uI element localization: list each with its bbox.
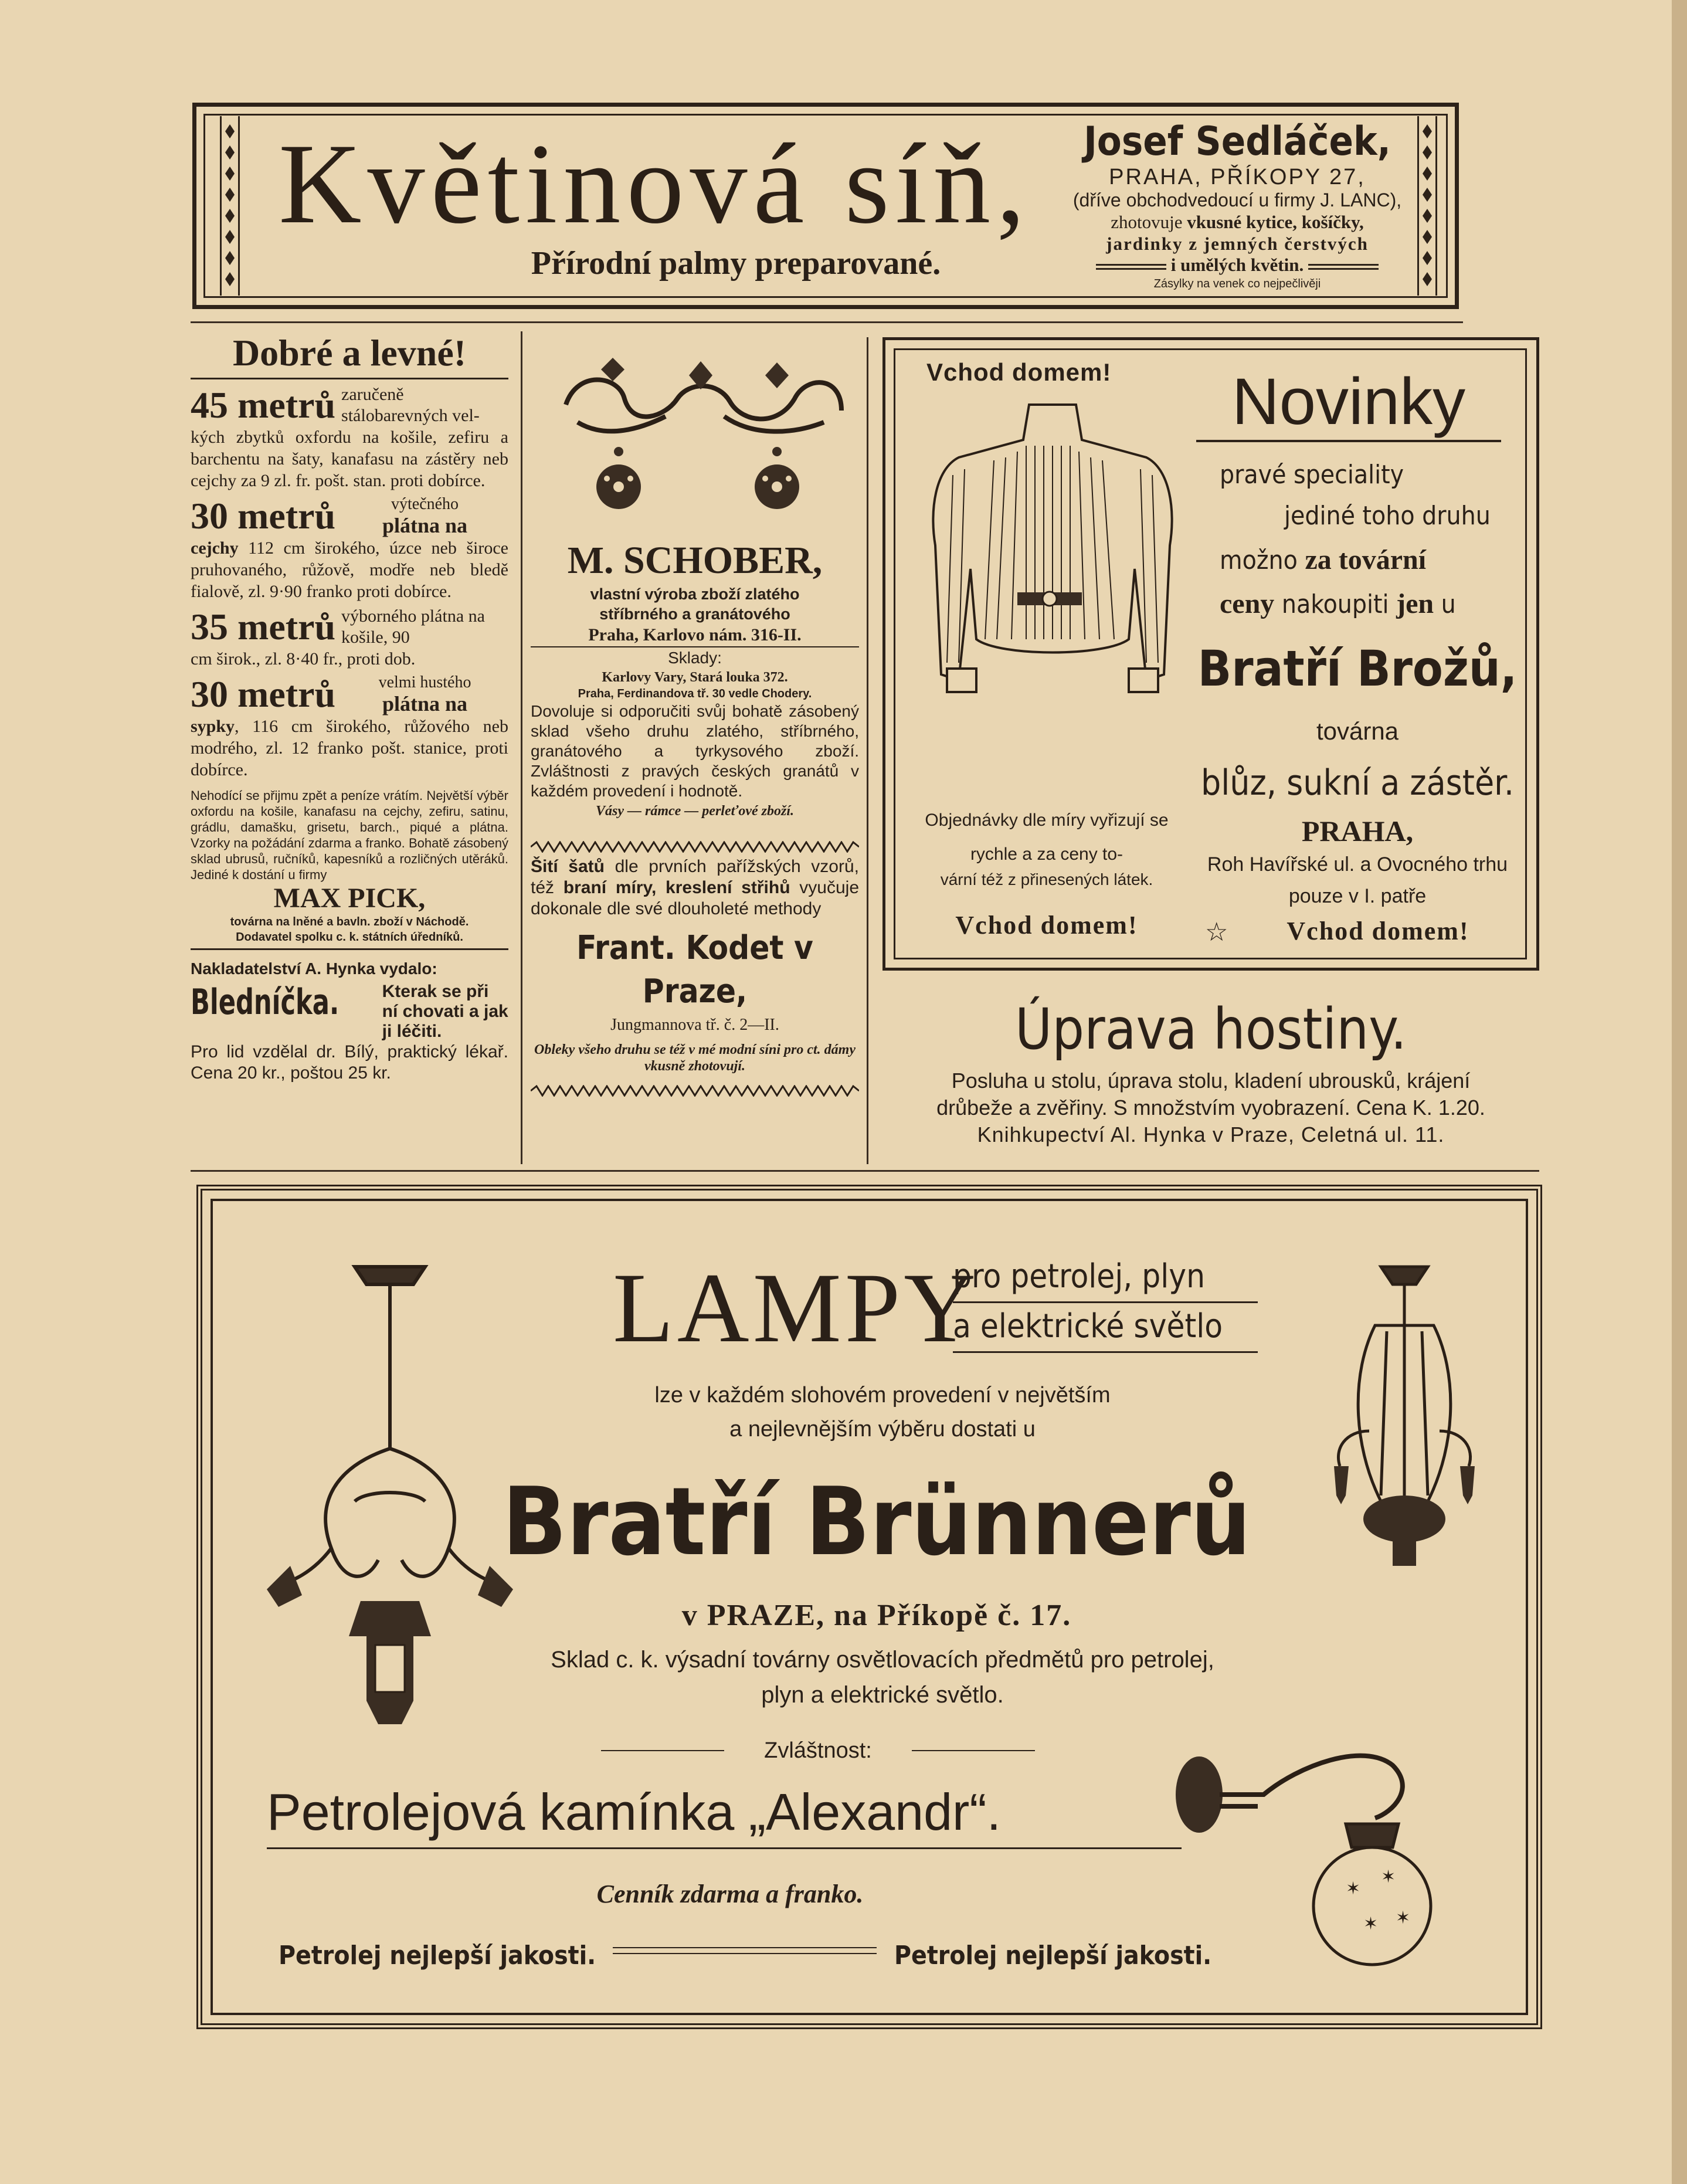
novinky-caption1: Objednávky dle míry vyřizují se rychle a za ceny to- — [925, 810, 1169, 864]
lampy-foot-rule — [613, 1947, 877, 1954]
schober-sklad2: Praha, Ferdinandova tř. 30 vedle Chodery. — [578, 687, 812, 700]
lampy-foot-right: Petrolej nejlepší jakosti. — [894, 1941, 1212, 1971]
novinky-city: PRAHA, — [1301, 815, 1414, 847]
lampy-ad — [196, 1185, 1542, 2029]
lampy-foot-left: Petrolej nejlepší jakosti. — [279, 1941, 596, 1971]
schober-name: M. SCHOBER, — [567, 539, 823, 582]
col1-heading: Dobré a levné! — [191, 328, 508, 379]
novinky-floor: pouze v I. patře — [1288, 885, 1427, 907]
star-icon: ☆ — [1205, 917, 1228, 947]
novinky-l4b: nakoupiti — [1274, 589, 1397, 619]
novinky-vchod-right: Vchod domem! — [1287, 917, 1469, 945]
kodet-siti-bold: Šití šatů — [531, 857, 605, 876]
lampy-addr: v PRAZE, na Příkopě č. 17. — [681, 1599, 1072, 1632]
col1-item4-text-bold: sypky — [191, 717, 235, 736]
banner-desc2: jardinky z jemných čerstvých — [1106, 233, 1369, 254]
banner-subtitle: Přírodní palmy preparované. — [531, 245, 941, 282]
banner-shipping: Zásylky na venek co nejpečlivěji — [1153, 277, 1321, 290]
col1-item3-big: 35 metrů — [191, 606, 336, 647]
mid-separator-rule — [191, 1170, 1539, 1172]
banner-desc1-pre: zhotovuje — [1111, 212, 1187, 232]
uprava-text2: drůbeže a zvěřiny. S množstvím vyobrazení. Cena K. 1.20. — [936, 1096, 1485, 1120]
kodet-siti-text2: vyučuje dokonale dle své dlouholeté methody — [531, 878, 860, 918]
top-separator-rule — [191, 321, 1463, 323]
banner-address: PRAHA, PŘÍKOPY 27, — [1109, 165, 1366, 189]
novinky-title: Novinky — [1196, 364, 1501, 442]
novinky-vchod-bottom: Vchod domem! — [955, 911, 1138, 940]
lampy-title: LAMPY — [613, 1253, 980, 1363]
col1-item4-text — [191, 715, 508, 781]
novinky-l3a: možno — [1220, 545, 1305, 575]
schober-vasy: Vásy — rámce — perleťové zboží. — [595, 803, 795, 819]
novinky-l4a: ceny — [1220, 588, 1275, 619]
lampy-sklad2: plyn a elektrické světlo. — [761, 1682, 1004, 1708]
brooch-stone-3 — [765, 362, 789, 388]
novinky-addr: Roh Havířské ul. a Ovocného trhu — [1207, 853, 1508, 876]
col1-item1-side: zaručeně stálobarevných vel- — [341, 385, 480, 425]
kodet-addr: Jungmannova tř. č. 2—II. — [610, 1016, 779, 1034]
col1-item2 — [191, 495, 508, 602]
svg-text:✶: ✶ — [1346, 1878, 1361, 1899]
col1-book-text: Pro lid vzdělal dr. Bílý, praktický lékař. Cena 20 kr., poštou 25 kr. — [191, 1042, 508, 1083]
col1-item3 — [191, 606, 508, 670]
novinky-l2: jediné toho druhu — [1284, 501, 1491, 531]
col-separator-2 — [867, 337, 868, 1164]
col1-item4-text-rest: , 116 cm širokého, růžového neb modrého, zl. 12 franko pošt. stanice, proti dobírce. — [191, 717, 508, 779]
col1-item2-text — [191, 537, 508, 602]
lampy-cenik: Cenník zdarma a franko. — [596, 1880, 864, 1908]
kodet-siti-bold2: braní míry, kreslení střihů — [563, 878, 790, 897]
lampy-sklad1: Sklad c. k. výsadní továrny osvětlovacích předmětů pro petrolej, — [551, 1647, 1214, 1673]
col1-item1 — [191, 384, 508, 491]
novinky-l4d: u — [1434, 589, 1456, 619]
banner-desc1 — [1038, 211, 1437, 233]
schober-sklad1: Karlovy Vary, Stará louka 372. — [602, 670, 788, 685]
novinky-ad — [882, 337, 1539, 971]
svg-text:✶: ✶ — [1381, 1867, 1396, 1887]
novinky-l3b: za tovární — [1305, 544, 1427, 575]
svg-text:✶: ✶ — [1396, 1908, 1411, 1928]
banner-left-ornament — [220, 116, 240, 296]
lampy-l1: lze v každém slohovém provedení v největším — [654, 1383, 1111, 1408]
col1-firm-sub1: továrna na lněné a bavln. zboží v Náchodě. — [230, 915, 469, 928]
col1-book-title: Bledníčka. — [191, 982, 340, 1023]
col1-book — [191, 982, 508, 1042]
lampy-special: Petrolejová kamínka „Alexandr“. — [267, 1777, 1182, 1849]
zigzag-divider-2 — [531, 1085, 859, 1097]
uprava-text3: Knihkupectví Al. Hynka v Praze, Celetná ul. 11. — [977, 1122, 1445, 1147]
col1-item1-big: 45 metrů — [191, 384, 336, 426]
lampy-side1: pro petrolej, plyn — [953, 1252, 1258, 1303]
banner-owner: Josef Sedláček, — [1084, 118, 1391, 165]
kodet-siti-text: dle prvních pařížských vzorů, též — [531, 857, 859, 897]
novinky-vchod-top: Vchod domem! — [926, 358, 1112, 386]
banner-title: Květinová síň, — [279, 120, 1031, 247]
col1-item4-big: 30 metrů — [191, 673, 336, 715]
lampy-zvl: Zvláštnost: — [764, 1738, 872, 1763]
novinky-caption2: vární též z přinesených látek. — [940, 870, 1153, 888]
banner-former: (dříve obchodvedoucí u firmy J. LANC), — [1072, 189, 1402, 211]
kodet-note: Obleky všeho druhu se též v mé modní síni pro ct. dámy vkusně zhotovují. — [534, 1042, 856, 1074]
col1-item2-side2: plátna na — [382, 514, 468, 537]
novinky-l1: pravé speciality — [1220, 460, 1404, 490]
jewelry-illustration — [531, 340, 859, 534]
novinky-l4c: jen — [1396, 588, 1434, 619]
lampy-side2: a elektrické světlo — [953, 1302, 1258, 1353]
schober-line2: stříbrného a granátového — [599, 605, 790, 623]
uprava-text1: Posluha u stolu, úprava stolu, kladení ubrousků, krájení — [951, 1069, 1471, 1093]
col1-book-sub: Kterak se při ní chovati a jak ji léčiti. — [382, 982, 508, 1041]
lampy-zvl-row — [601, 1736, 1129, 1765]
col1-item2-text-bold: cejchy — [191, 538, 239, 558]
brooch-stone-1 — [601, 358, 624, 381]
col1-item4-side1: velmi hustého — [378, 673, 471, 691]
col1-firm: MAX PICK, — [273, 883, 426, 914]
banner-desc3-text: i umělých květin. — [1170, 255, 1304, 275]
wall-lamp-illustration — [1170, 1730, 1440, 1976]
banner-desc1-bold: vkusné kytice, košíčky, — [1187, 212, 1364, 232]
col1-item4 — [191, 673, 508, 781]
hanging-lantern-illustration — [1328, 1255, 1481, 1583]
uprava-title: Úprava hostiny. — [1015, 996, 1407, 1062]
col1-item2-side1: výtečného — [391, 495, 459, 513]
novinky-l4 — [1220, 586, 1501, 622]
novinky-tovarna: továrna — [1316, 717, 1399, 745]
col1-item1-text: kých zbytků oxfordu na košile, zefiru a barchentu na šaty, kanafasu na zástěry neb cejchy za 9 zl. fr. pošt. stan. proti dobírce. — [191, 428, 508, 490]
schober-line1: vlastní výroba zboží zlatého — [590, 585, 800, 603]
col1-item4-side2: plátna na — [382, 692, 468, 715]
uprava-ad — [877, 991, 1545, 1161]
page-binding-edge — [1672, 0, 1687, 2184]
schober-sklady-label: Sklady: — [668, 649, 722, 667]
lampy-firm: Bratří Brünnerů — [502, 1467, 1251, 1576]
novinky-firm: Bratří Brožů, — [1197, 640, 1518, 697]
col1-firm-sub2: Dodavatel spolku c. k. státních úředníků. — [191, 930, 508, 950]
banner-owner-block — [1038, 118, 1437, 292]
blouse-illustration — [912, 393, 1187, 745]
kodet-text — [531, 856, 859, 920]
banner-desc3 — [1038, 255, 1437, 276]
col1-item2-big: 30 metrů — [191, 495, 336, 537]
col2-ad — [531, 340, 859, 1161]
col1-item3-side: výborného plátna na košile, 90 — [341, 606, 485, 647]
col1-item2-text-rest: 112 cm širokého, úzce neb široce pruhovaného, růžově, modře neb bledě fialově, zl. 9·90 franko proti dobírce. — [191, 538, 508, 601]
col1-publisher: Nakladatelství A. Hynka vydalo: — [191, 959, 437, 978]
novinky-goods: blůz, sukní a zástěr. — [1201, 762, 1514, 803]
lampy-l2: a nejlevnějším výběru dostati u — [729, 1417, 1036, 1442]
top-banner — [192, 103, 1459, 309]
schober-line3: Praha, Karlovo nám. 316-II. — [531, 624, 859, 647]
col1-ad — [191, 328, 508, 1167]
svg-text:✶: ✶ — [1363, 1914, 1379, 1934]
schober-text: Dovoluje si odporučiti svůj bohatě zásobený sklad všeho druhu zlatého, stříbrného, granátového a tyrkysového zboží. Zvláštnosti z pravých českých granátů v každém provedení i hodnotě. — [531, 702, 859, 800]
col1-item3-text: cm širok., zl. 8·40 fr., proti dob. — [191, 649, 416, 669]
novinky-l3 — [1220, 542, 1501, 578]
col1-small-text: Nehodící se přijmu zpět a peníze vrátím. Největší výběr oxfordu na košile, kanafasu na cejchy, zefiru, satinu, grádlu, damašku, grisetu, barch., piqué a plátna. Vzorky na požádání zdarma a franko. Bohatě zásobený sklad ubrusů, ručníků, kapesníků a rozličných utěráků. Jediné k dostání u firmy — [191, 788, 508, 882]
zigzag-divider-1 — [531, 841, 859, 853]
kodet-name: Frant. Kodet v Praze, — [576, 929, 813, 1010]
col-separator-1 — [521, 331, 522, 1164]
